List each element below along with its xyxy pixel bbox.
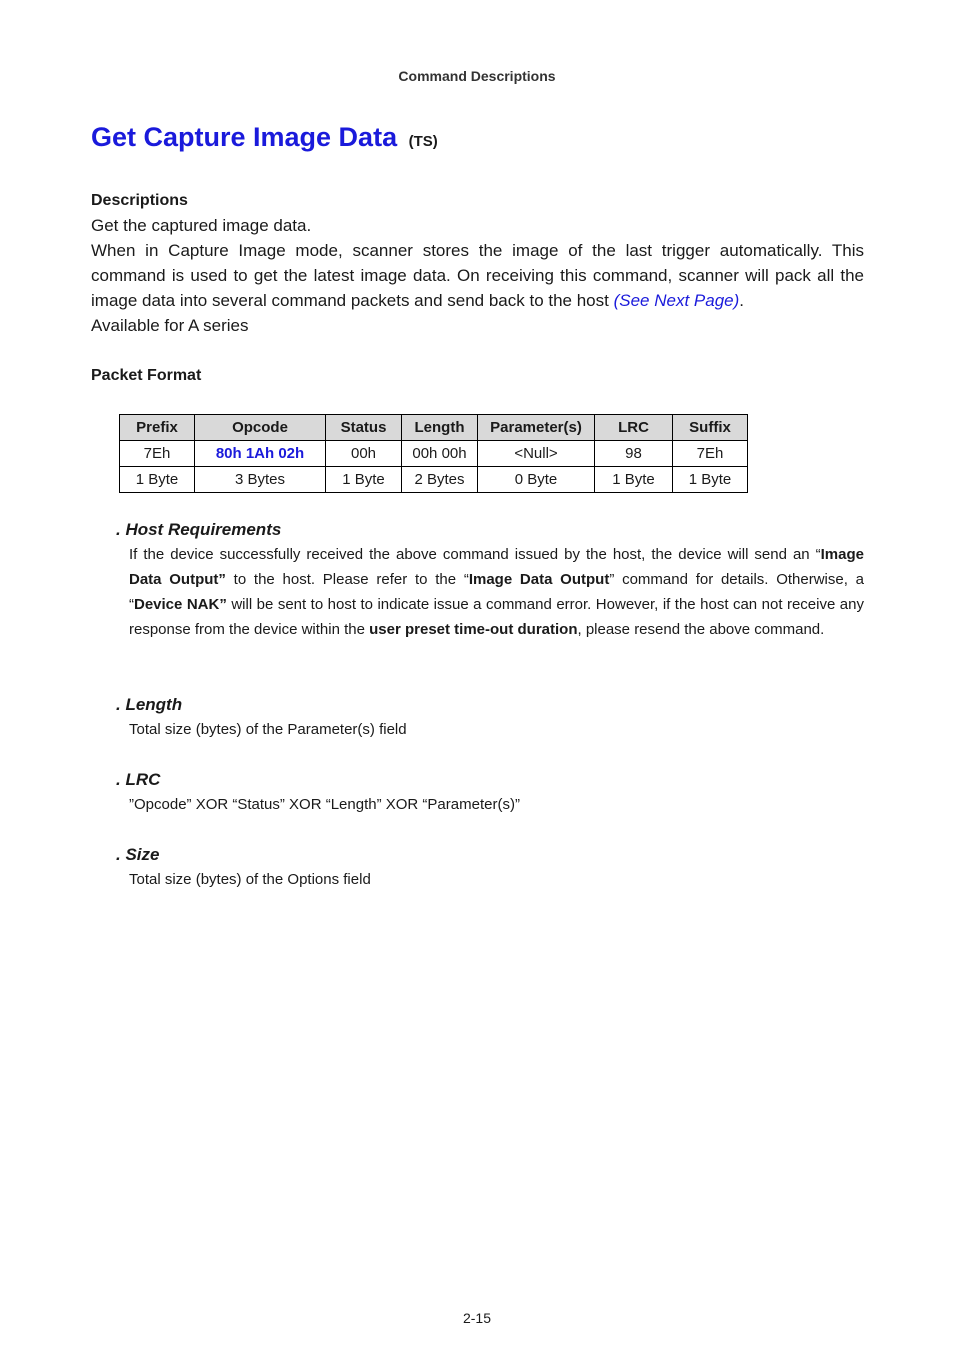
host-requirements-body <box>129 542 864 642</box>
table-cell: 1 Byte <box>326 467 402 493</box>
body-text: will be sent to host to indicate issue a command error. However, if the host can not receive any response from the device within the <box>129 596 864 638</box>
description-paragraph <box>91 238 864 313</box>
descriptions-body <box>91 213 864 338</box>
packet-format-table <box>119 414 748 493</box>
table-cell: 2 Bytes <box>402 467 478 493</box>
packet-format-heading: Packet Format <box>91 367 202 384</box>
description-period: . <box>739 291 745 310</box>
column-header: Length <box>402 415 478 441</box>
table-header-row <box>120 415 748 441</box>
size-body: Total size (bytes) of the Options field <box>129 871 371 888</box>
lrc-body: ”Opcode” XOR “Status” XOR “Length” XOR “Parameter(s)” <box>129 796 520 813</box>
body-text: , please resend the above command. <box>577 621 825 638</box>
page-title <box>91 122 438 153</box>
length-body: Total size (bytes) of the Parameter(s) field <box>129 721 407 738</box>
size-heading: . Size <box>116 845 160 864</box>
command-code: (TS) <box>408 133 438 150</box>
table-row <box>120 467 748 493</box>
opcode-value: 80h 1Ah 02h <box>195 441 326 467</box>
table-cell: 00h 00h <box>402 441 478 467</box>
body-text: to the host. Please refer to the “ <box>225 571 469 588</box>
table-cell: 7Eh <box>673 441 748 467</box>
table-cell: 3 Bytes <box>195 467 326 493</box>
column-header: LRC <box>595 415 673 441</box>
table-cell: 7Eh <box>120 441 195 467</box>
see-next-page-link[interactable]: (See Next Page) <box>613 291 740 310</box>
descriptions-heading: Descriptions <box>91 192 188 209</box>
description-text: When in Capture Image mode, scanner stores the image of the last trigger automatically. This command is used to get the latest image data. On receiving this command, scanner will pack all the image data into several command packets and send back to the host <box>91 241 864 310</box>
description-line: Get the captured image data. <box>91 216 312 235</box>
table-cell: 1 Byte <box>595 467 673 493</box>
column-header: Suffix <box>673 415 748 441</box>
length-heading: . Length <box>116 695 183 714</box>
table-row <box>120 441 748 467</box>
bold-term: user preset time-out duration <box>369 621 578 638</box>
lrc-heading: . LRC <box>116 770 161 789</box>
column-header: Status <box>326 415 402 441</box>
table-cell: 00h <box>326 441 402 467</box>
bold-term: Device NAK” <box>134 596 227 613</box>
table-cell: 98 <box>595 441 673 467</box>
table-cell: 1 Byte <box>673 467 748 493</box>
column-header: Opcode <box>195 415 326 441</box>
body-text: If the device successfully received the above command issued by the host, the device will send an “ <box>129 546 821 563</box>
availability-note: Available for A series <box>91 316 249 335</box>
running-header: Command Descriptions <box>398 68 556 84</box>
column-header: Prefix <box>120 415 195 441</box>
page-title-text: Get Capture Image Data <box>91 122 398 152</box>
body-text: ” command for details. Otherwise, a “ <box>129 571 864 613</box>
column-header: Parameter(s) <box>478 415 595 441</box>
table-cell: <Null> <box>478 441 595 467</box>
host-requirements-heading: . Host Requirements <box>116 520 282 539</box>
table-cell: 1 Byte <box>120 467 195 493</box>
table-cell: 0 Byte <box>478 467 595 493</box>
bold-term: Image Data Output <box>468 571 610 588</box>
page-number: 2-15 <box>462 1310 492 1326</box>
bold-term: Image Data Output” <box>129 546 864 588</box>
